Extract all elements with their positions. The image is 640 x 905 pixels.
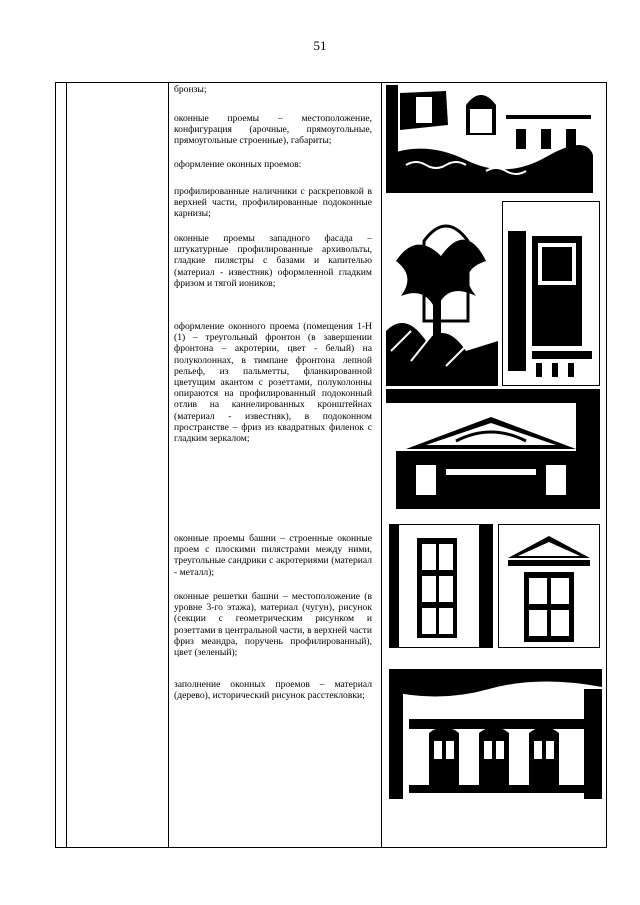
facade-photo [389,669,602,799]
paragraph: оконные проемы западного фасада – штукатурные профилированные архивольты, гладкие пилястры с базами и капителью (материал - известняк) оформленной гладким фризом и тягой иоников; [174,233,372,289]
paragraph: оформление оконных проемов: [174,159,302,170]
paragraph: профилированные наличники с раскреповкой в верхней части, профилированные подоконные карнизы; [174,186,372,220]
column-divider [381,83,382,847]
paragraph: оконные проемы башни – строенные оконные проем с плоскими пилястрами между ними, треугольные сандрики с акротериями (материал - металл); [174,533,372,578]
column-divider [168,83,169,847]
tower-window-photo [389,524,493,648]
paragraph: оконные проемы – местоположение, конфигурация (арочные, прямоугольные, прямоугольные строенные), габариты; [174,113,372,147]
table [55,82,607,848]
arched-window-photo [386,201,498,386]
pediment-photo [386,389,600,509]
column-divider [66,83,67,847]
page-number: 51 [313,38,327,53]
paragraph: бронзы; [174,84,207,95]
building-photo [386,85,593,193]
paragraph: оконные решетки башни – местоположение (в уровне 3-го этажа), материал (чугун), рисунок (секции с геометрическим рисунком и розеттами в центральной части, в верхней части фриз меандра, поручень профилированный), цвет (зеленый); [174,591,372,659]
paragraph: заполнение оконных проемов – материал (дерево), исторический рисунок расстекловки; [174,679,372,702]
paragraph: оформление оконного проема (помещения 1-Н (1) – треугольный фронтон (в завершении фронтона – акротерии, цвет - белый) на полуколоннах, в тимпане фронтона лепной рельеф, из пальметты, фланкированной цветущим акантом с розеттами, полуколонны опираются на профилированный подоконный отлив на каннелированных кронштейнах (материал - известняк), в подоконном пространстве – фриз из квадратных филенок с гладким зеркалом; [174,321,372,445]
pediment-window-photo [498,524,600,648]
window-photo [502,201,600,386]
